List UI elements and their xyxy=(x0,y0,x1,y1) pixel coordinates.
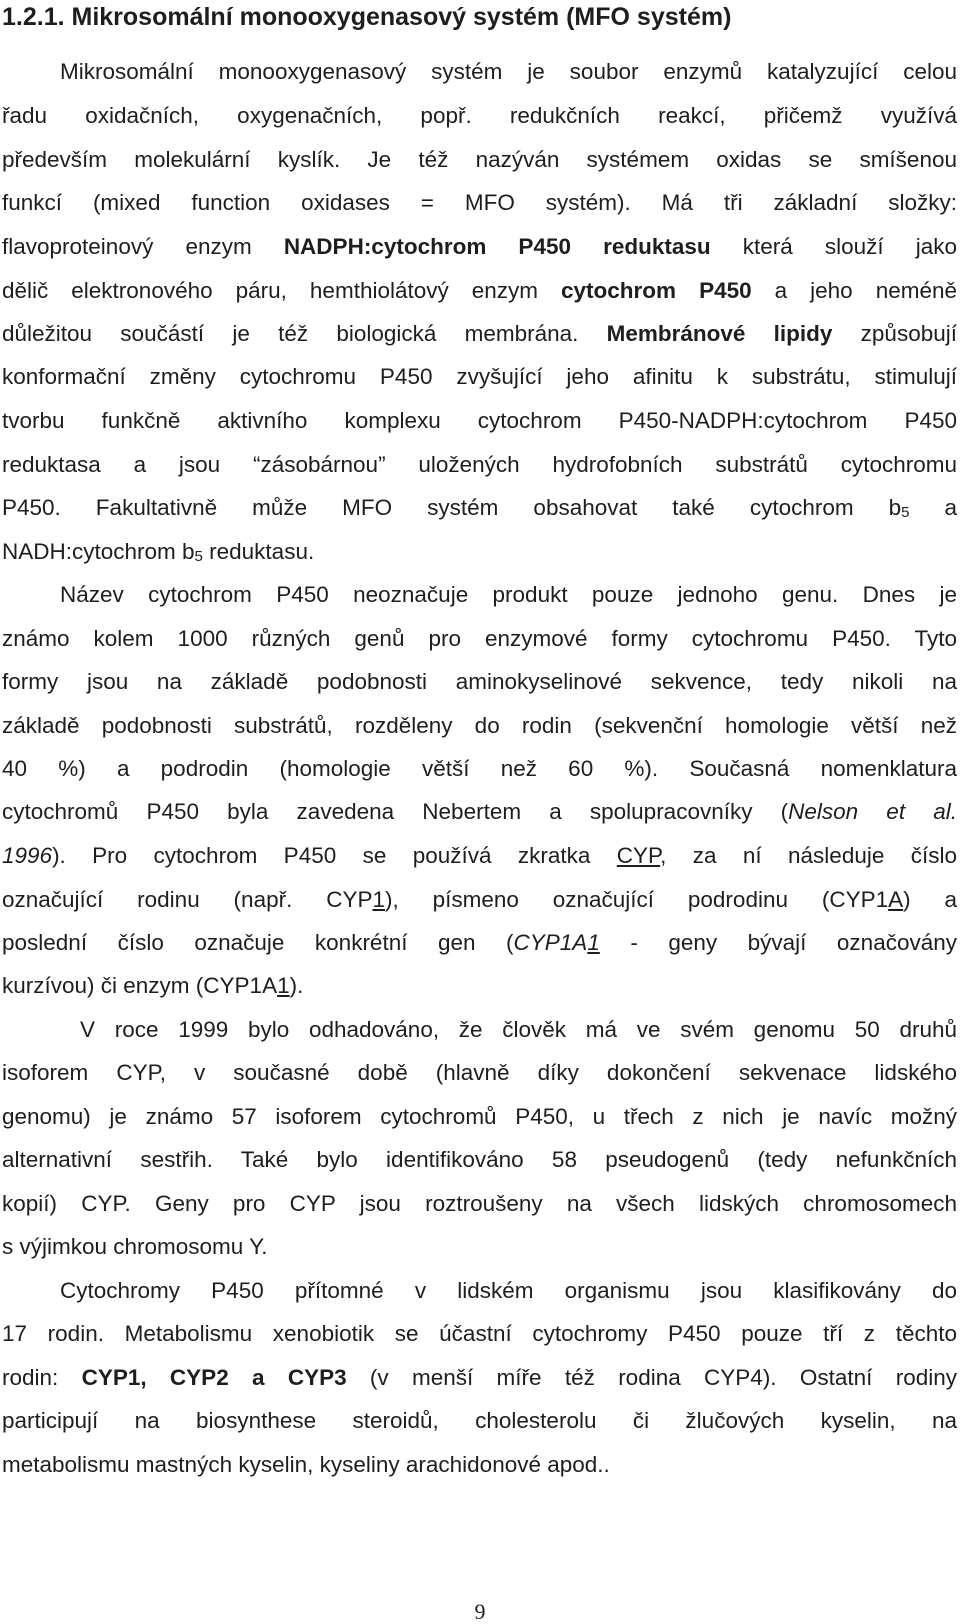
bold-term-lipids: Membránové lipidy xyxy=(606,321,833,346)
paragraph-2-line-5: 40 %) a podrodin (homologie větší než 60 %). Současná nomenklatura xyxy=(2,756,957,781)
paragraph-2-line-3: formy jsou na základě podobnosti aminokyselinové sekvence, tedy nikoli na xyxy=(2,669,957,694)
bold-term-cytochrome: cytochrom P450 xyxy=(561,278,752,303)
paragraph-1-line-4: funkcí (mixed function oxidases = MFO systém). Má tři základní složky: xyxy=(2,190,957,215)
paragraph-2-line-10: kurzívou) či enzym (CYP1A1). xyxy=(2,973,304,998)
paragraph-1-line-9: tvorbu funkčně aktivního komplexu cytochrom P450-NADPH:cytochrom P450 xyxy=(2,408,957,433)
paragraph-4-line-5: metabolismu mastných kyselin, kyseliny arachidonové apod.. xyxy=(2,1452,610,1477)
paragraph-1-line-5: flavoproteinový enzym NADPH:cytochrom P450 reduktasu která slouží jako xyxy=(2,234,958,259)
paragraph-1-line-8: konformační změny cytochromu P450 zvyšující jeho afinitu k substrátu, stimulují xyxy=(2,364,957,389)
paragraph-1-line-1: Mikrosomální monooxygenasový systém je soubor enzymů katalyzující celou xyxy=(60,59,957,84)
paragraph-2-line-2: známo kolem 1000 různých genů pro enzymové formy cytochromu P450. Tyto xyxy=(2,626,957,651)
paragraph-1-line-2: řadu oxidačních, oxygenačních, popř. redukčních reakcí, přičemž využívá xyxy=(2,103,957,128)
bold-term-cyp-families: CYP1, CYP2 a CYP3 xyxy=(81,1365,347,1390)
paragraph-2-line-7: 1996). Pro cytochrom P450 se používá zkratka CYP, za ní následuje číslo xyxy=(2,843,957,868)
section-heading: 1.2.1. Mikrosomální monooxygenasový systém (MFO systém) xyxy=(2,3,732,31)
paragraph-2-line-9: poslední číslo označuje konkrétní gen (CYP1A1 - geny bývají označovány xyxy=(2,930,957,955)
paragraph-4-line-2: 17 rodin. Metabolismu xenobiotik se účastní cytochromy P450 pouze tří z těchto xyxy=(2,1321,957,1346)
paragraph-3-line-4: alternativní sestřih. Také bylo identifikováno 58 pseudogenů (tedy nefunkčních xyxy=(2,1147,957,1172)
paragraph-4-line-1: Cytochromy P450 přítomné v lidském organismu jsou klasifikovány do xyxy=(60,1278,957,1303)
paragraph-1-line-10: reduktasa a jsou “zásobárnou” uložených hydrofobních substrátů cytochromu xyxy=(2,452,957,477)
paragraph-3-line-1: V roce 1999 bylo odhadováno, že člověk má ve svém genomu 50 druhů xyxy=(80,1017,957,1042)
paragraph-1-line-3: především molekulární kyslík. Je též nazýván systémem oxidas se smíšenou xyxy=(2,147,957,172)
paragraph-1-line-11: P450. Fakultativně může MFO systém obsahovat také cytochrom $b_5$ a xyxy=(2,495,957,521)
paragraph-2-line-4: základě podobnosti substrátů, rozděleny do rodin (sekvenční homologie větší než xyxy=(2,713,957,738)
bold-term-reductase: NADPH:cytochrom P450 reduktasu xyxy=(283,234,711,259)
paragraph-1-line-7: důležitou součástí je též biologická membrána. Membránové lipidy způsobují xyxy=(2,321,957,346)
paragraph-3-line-6: s výjimkou chromosomu Y. xyxy=(2,1234,268,1259)
citation-year: 1996 xyxy=(2,843,53,868)
paragraph-4-line-4: participují na biosynthese steroidů, cholesterolu či žlučových kyselin, na xyxy=(2,1408,957,1433)
page-number: 9 xyxy=(474,1599,486,1624)
paragraph-1-line-6: dělič elektronového páru, hemthiolátový enzym cytochrom P450 a jeho neméně xyxy=(2,278,958,303)
paragraph-3-line-5: kopií) CYP. Geny pro CYP jsou roztroušeny na všech lidských chromosomech xyxy=(2,1191,957,1216)
paragraph-2-line-8: označující rodinu (např. CYP1), písmeno označující podrodinu (CYP1A) a xyxy=(2,887,957,912)
citation-authors: Nelson et al. xyxy=(788,799,957,824)
paragraph-4-line-3: rodin: CYP1, CYP2 a CYP3 (v menší míře též rodina CYP4). Ostatní rodiny xyxy=(2,1365,957,1390)
paragraph-3-line-3: genomu) je známo 57 isoforem cytochromů P450, u třech z nich je navíc možný xyxy=(2,1104,957,1129)
paragraph-2-line-6: cytochromů P450 byla zavedena Nebertem a spolupracovníky (Nelson et al. xyxy=(2,799,957,824)
abbreviation-cyp: CYP xyxy=(616,843,661,868)
paragraph-3-line-2: isoforem CYP, v současné době (hlavně díky dokončení sekvenace lidského xyxy=(2,1060,957,1085)
paragraph-2-line-1: Název cytochrom P450 neoznačuje produkt pouze jednoho genu. Dnes je xyxy=(60,582,957,607)
paragraph-1-line-12: NADH:cytochrom $b_5$ reduktasu. xyxy=(2,539,315,565)
